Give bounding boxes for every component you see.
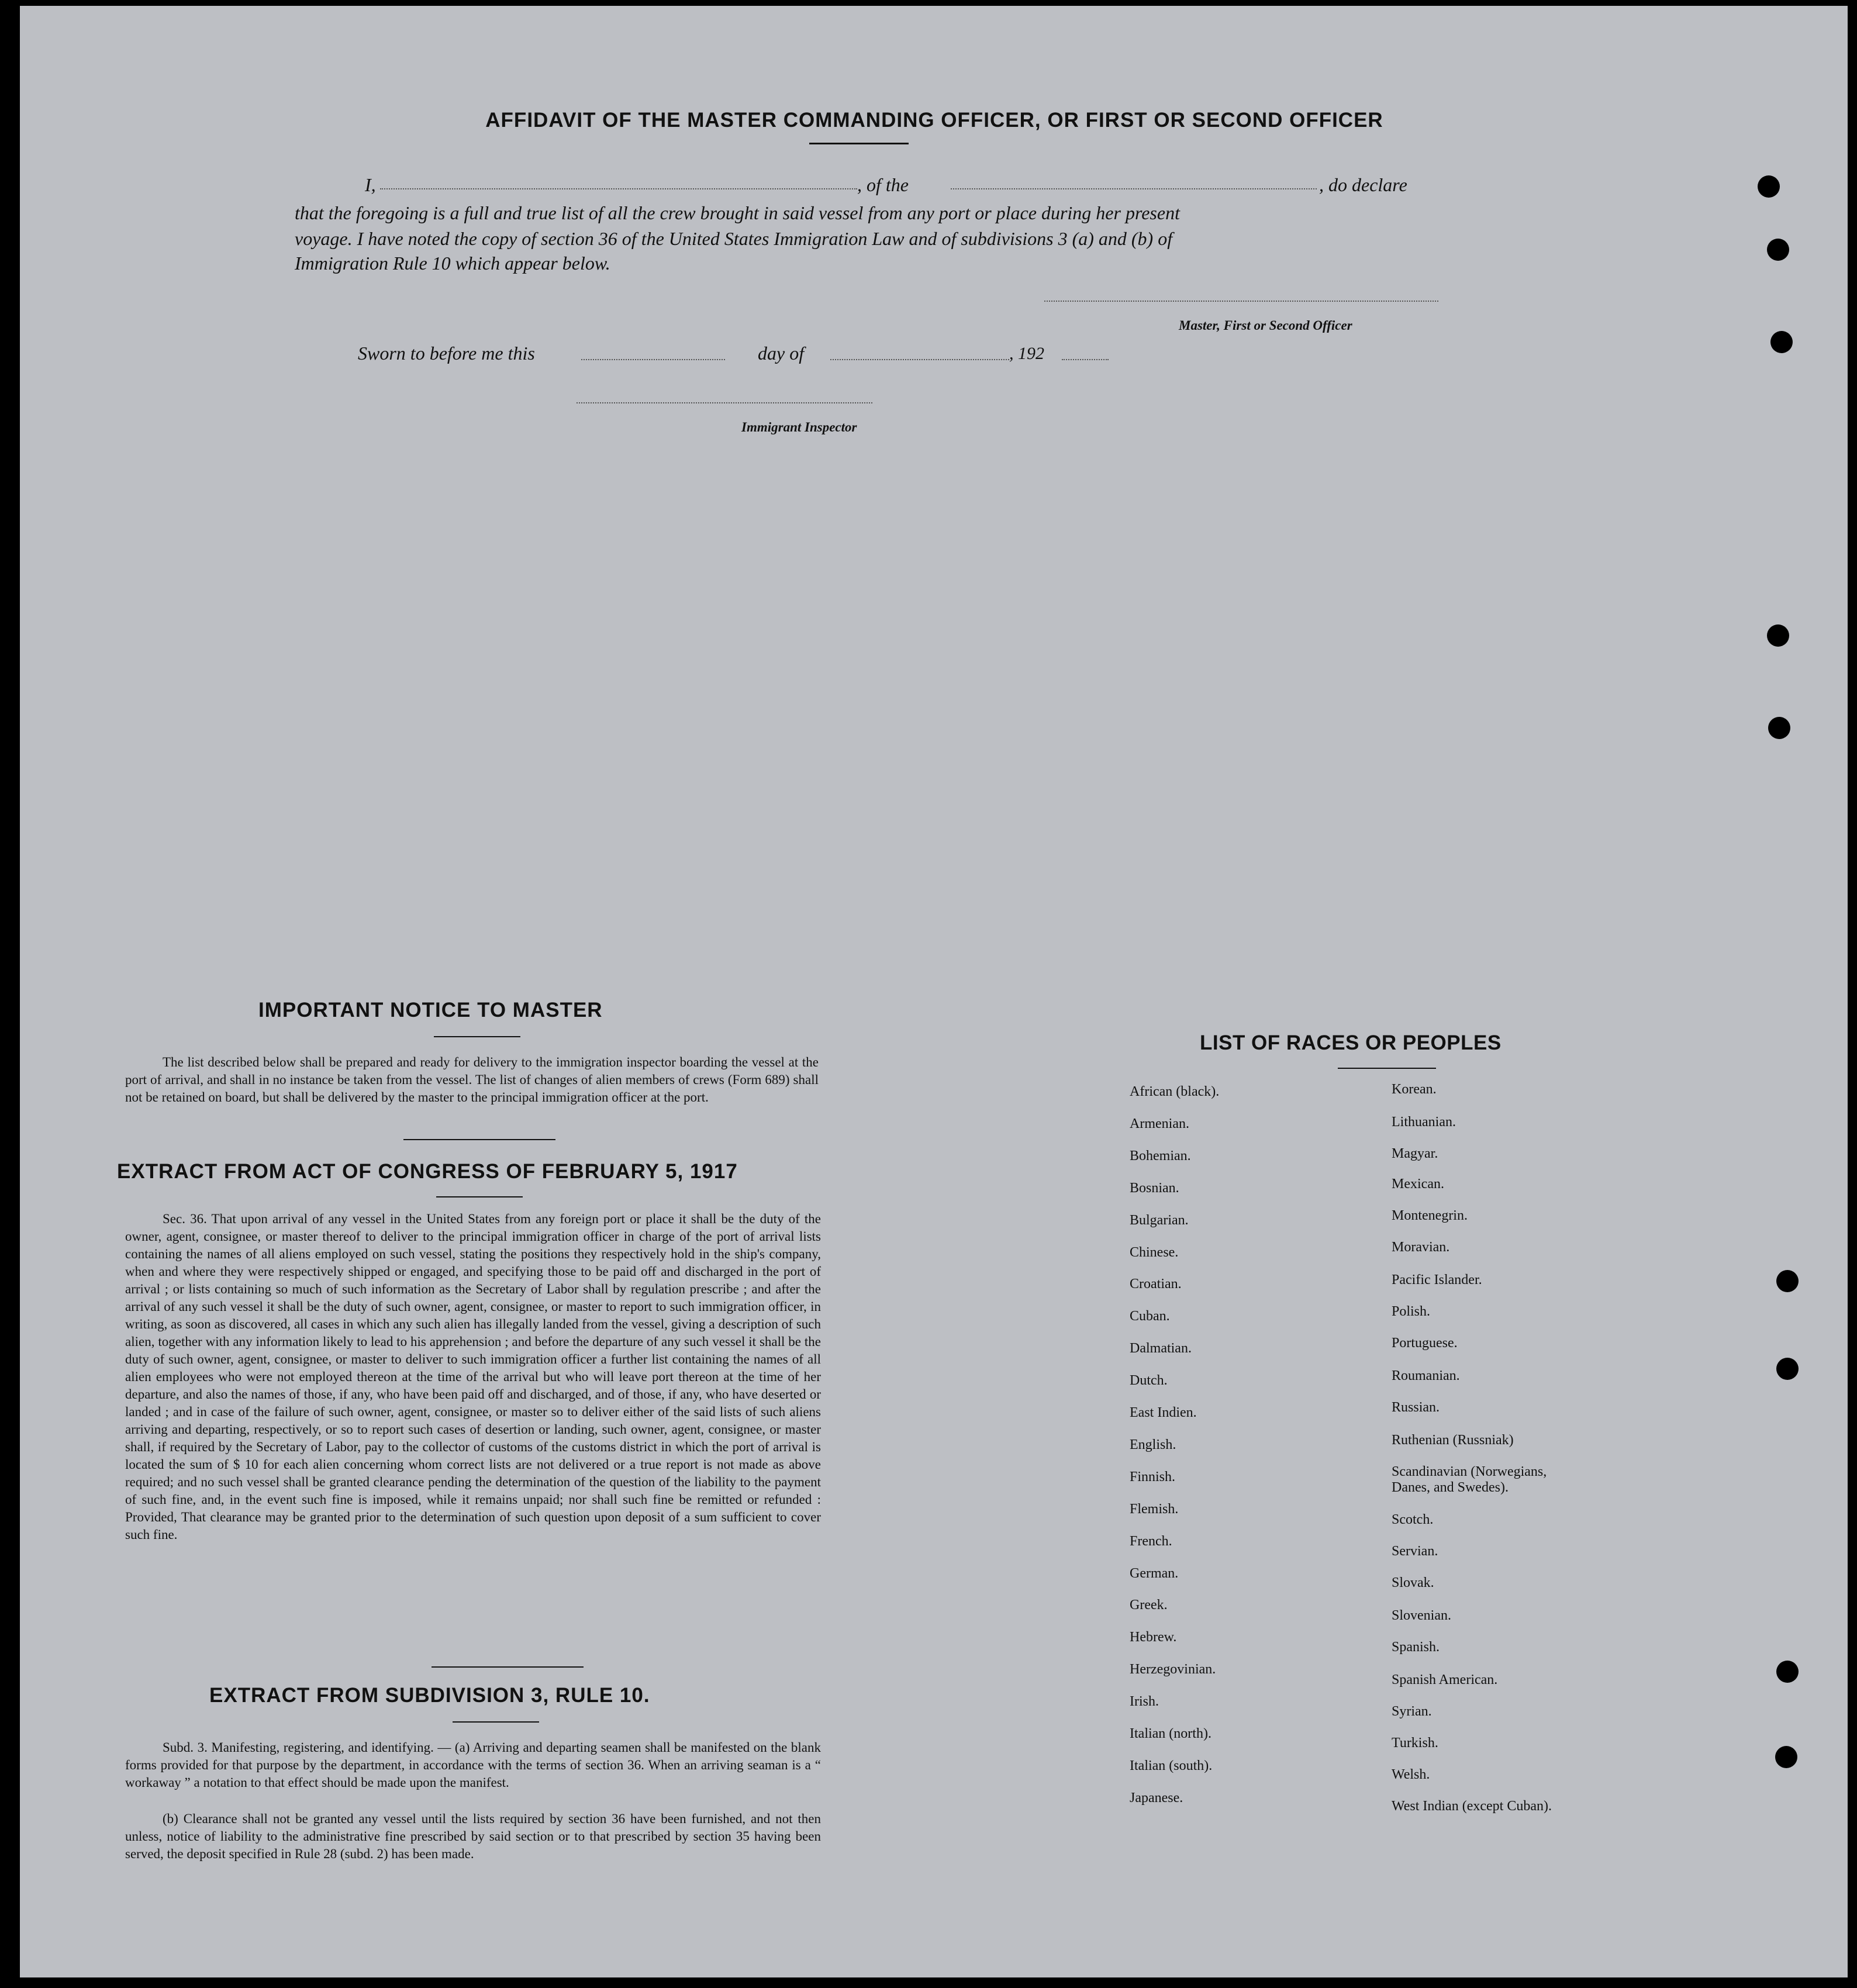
- race-item: Turkish.: [1392, 1735, 1438, 1751]
- year-text: , 192: [1009, 344, 1044, 363]
- race-item: Magyar.: [1392, 1146, 1438, 1161]
- race-item: Japanese.: [1130, 1790, 1183, 1806]
- day-blank-field[interactable]: [581, 359, 725, 360]
- race-item: Russian.: [1392, 1400, 1440, 1415]
- race-item: Portuguese.: [1392, 1335, 1458, 1351]
- punch-hole: [1758, 175, 1780, 198]
- race-item: Armenian.: [1130, 1116, 1189, 1131]
- race-item: Roumanian.: [1392, 1368, 1460, 1383]
- month-blank-field[interactable]: [830, 359, 1009, 360]
- races-underline: [1338, 1068, 1436, 1069]
- master-label: Master, First or Second Officer: [1179, 318, 1352, 333]
- race-item: Italian (south).: [1130, 1758, 1213, 1773]
- race-item: Irish.: [1130, 1694, 1159, 1709]
- affidavit-do-declare: , do declare: [1319, 174, 1407, 195]
- sworn-text: Sworn to before me this: [358, 343, 535, 364]
- race-item: Dalmatian.: [1130, 1341, 1192, 1356]
- race-item: Scandinavian (Norwegians, Danes, and Swedes).: [1392, 1464, 1547, 1495]
- rule-text-a: Subd. 3. Manifesting, registering, and identifying. — (a) Arriving and departing seamen shall be manifested on the blank forms provided for that purpose by the department, in accordance with the terms of section 36. When an arriving seaman is a “ workaway ” a notation to that effect should be made upon the manifest.: [125, 1740, 821, 1790]
- race-item: Chinese.: [1130, 1245, 1179, 1260]
- affidavit-of-the: , of the: [857, 174, 909, 195]
- race-item: Cuban.: [1130, 1309, 1170, 1324]
- affidavit-title: AFFIDAVIT OF THE MASTER COMMANDING OFFICER, OR FIRST OR SECOND OFFICER: [485, 109, 1383, 132]
- punch-hole: [1770, 331, 1793, 353]
- name-blank-field[interactable]: [380, 188, 857, 189]
- race-item: French.: [1130, 1534, 1172, 1549]
- punch-hole: [1767, 624, 1789, 647]
- race-item: Herzegovinian.: [1130, 1662, 1216, 1677]
- race-item: Pacific Islander.: [1392, 1272, 1482, 1288]
- inspector-signature-line[interactable]: [577, 402, 872, 403]
- act-underline: [436, 1196, 523, 1197]
- form-page: [20, 6, 1848, 1977]
- race-item: African (black).: [1130, 1084, 1220, 1099]
- day-of-text: day of: [758, 343, 805, 364]
- rule-title: EXTRACT FROM SUBDIVISION 3, RULE 10.: [209, 1684, 650, 1707]
- race-item: West Indian (except Cuban).: [1392, 1799, 1552, 1814]
- races-title: LIST OF RACES OR PEOPLES: [1200, 1031, 1502, 1054]
- inspector-label: Immigrant Inspector: [741, 420, 857, 434]
- race-item: Ruthenian (Russniak): [1392, 1433, 1514, 1448]
- race-item: Montenegrin.: [1392, 1208, 1468, 1223]
- punch-hole: [1776, 1358, 1799, 1380]
- punch-hole: [1776, 1270, 1799, 1292]
- race-item: Slovak.: [1392, 1575, 1434, 1590]
- race-item: Korean.: [1392, 1082, 1437, 1097]
- rule-underline: [453, 1721, 539, 1723]
- rule-text-b: (b) Clearance shall not be granted any vessel until the lists required by section 36 have been furnished, and not then unless, notice of liability to the administrative fine prescribed by said section or to that prescribed by section 35 having been served, the deposit specified in Rule 28 (subd. 2) has been made.: [125, 1811, 821, 1861]
- race-item: Polish.: [1392, 1304, 1431, 1319]
- race-item: Bohemian.: [1130, 1148, 1191, 1164]
- race-item: Servian.: [1392, 1544, 1438, 1559]
- race-item: Hebrew.: [1130, 1630, 1177, 1645]
- affidavit-line-3: voyage. I have noted the copy of section 36 of the United States Immigration Law and of subdivisions 3 (a) and (b) of: [295, 228, 1173, 249]
- punch-hole: [1776, 1661, 1799, 1683]
- affidavit-line-2: that the foregoing is a full and true list of all the crew brought in said vessel from any port or place during her present: [295, 202, 1180, 223]
- race-item: Slovenian.: [1392, 1608, 1451, 1623]
- punch-hole: [1767, 239, 1789, 261]
- race-item: Syrian.: [1392, 1704, 1432, 1719]
- master-signature-line[interactable]: [1044, 301, 1438, 302]
- race-item: English.: [1130, 1437, 1176, 1452]
- notice-underline: [434, 1036, 520, 1037]
- race-item: Finnish.: [1130, 1469, 1176, 1485]
- race-item: Lithuanian.: [1392, 1114, 1456, 1130]
- race-item: Spanish American.: [1392, 1672, 1498, 1687]
- act-title: EXTRACT FROM ACT OF CONGRESS OF FEBRUARY 5, 1917: [117, 1160, 738, 1183]
- title-underline: [809, 143, 909, 144]
- race-item: Welsh.: [1392, 1767, 1430, 1782]
- race-item: Greek.: [1130, 1597, 1168, 1613]
- race-item: German.: [1130, 1566, 1179, 1581]
- punch-hole: [1768, 717, 1790, 739]
- race-item: Bulgarian.: [1130, 1213, 1189, 1228]
- vessel-blank-field[interactable]: [951, 188, 1317, 189]
- race-item: Italian (north).: [1130, 1726, 1211, 1741]
- race-item: Flemish.: [1130, 1502, 1179, 1517]
- notice-title: IMPORTANT NOTICE TO MASTER: [258, 999, 603, 1021]
- notice-divider: [403, 1139, 555, 1140]
- act-text: Sec. 36. That upon arrival of any vessel in the United States from any foreign port or place it shall be the duty of the owner, agent, consignee, or master thereof to deliver to the principal immigration officer in charge of the port of arrival lists containing the names of all aliens employed on such vessel, stating the positions they respectively hold in the ship's company, when and where they were respectively shipped or engaged, and specifying those to be paid off and discharged in the port of arrival ; or lists containing so much of such information as the Secretary of Labor shall by regulation prescribe ; and after the arrival of any such vessel it shall be the duty of such owner, agent, consignee, or master to report to such immigration officer, in writing, as soon as discovered, all cases in which any such alien has illegally landed from the vessel, giving a description of such alien, together with any information likely to lead to his apprehension ; and before the departure of any such vessel it shall be the duty of such owner, agent, consignee, or master to deliver to such immigration officer a further list containing the names of all alien employees who were not employed thereon at the time of the arrival but who will leave port thereon at the time of her departure, and also the names of those, if any, who have been paid off and discharged, and of those, if any, who have deserted or landed ; and in case of the failure of such owner, agent, consignee, or master so to deliver either of the said lists of such aliens arriving and departing, respectively, or so to report such cases of desertion or landing, such owner, agent, consignee, or master shall, if required by the Secretary of Labor, pay to the collector of customs of the customs district in which the port of arrival is located the sum of $ 10 for each alien concerning whom correct lists are not delivered or a true report is not made as above required; and no such vessel shall be granted clearance pending the determination of the question of the liability to the payment of such fine, and, in the event such fine is imposed, while it remains unpaid; nor shall such fine be remitted or refunded : Provided, That clearance may be granted prior to the determination of such question upon deposit of a sum sufficient to cover such fine.: [125, 1212, 821, 1542]
- affidavit-i: I,: [365, 174, 376, 195]
- year-blank-field[interactable]: [1062, 359, 1109, 360]
- punch-hole: [1775, 1746, 1797, 1768]
- notice-text: The list described below shall be prepared and ready for delivery to the immigration inspector boarding the vessel at the port of arrival, and shall in no instance be taken from the vessel. The list of changes of alien members of crews (Form 689) shall not be retained on board, but shall be delivered by the master to the principal immigration officer at the port.: [125, 1055, 819, 1105]
- race-item: East Indien.: [1130, 1405, 1197, 1420]
- race-item: Moravian.: [1392, 1240, 1450, 1255]
- race-item: Mexican.: [1392, 1176, 1444, 1192]
- affidavit-line-4: Immigration Rule 10 which appear below.: [295, 253, 610, 274]
- race-item: Dutch.: [1130, 1373, 1168, 1388]
- race-item: Bosnian.: [1130, 1181, 1179, 1196]
- race-item: Spanish.: [1392, 1640, 1440, 1655]
- race-item: Croatian.: [1130, 1276, 1182, 1292]
- race-item: Scotch.: [1392, 1512, 1434, 1527]
- act-divider: [432, 1666, 584, 1668]
